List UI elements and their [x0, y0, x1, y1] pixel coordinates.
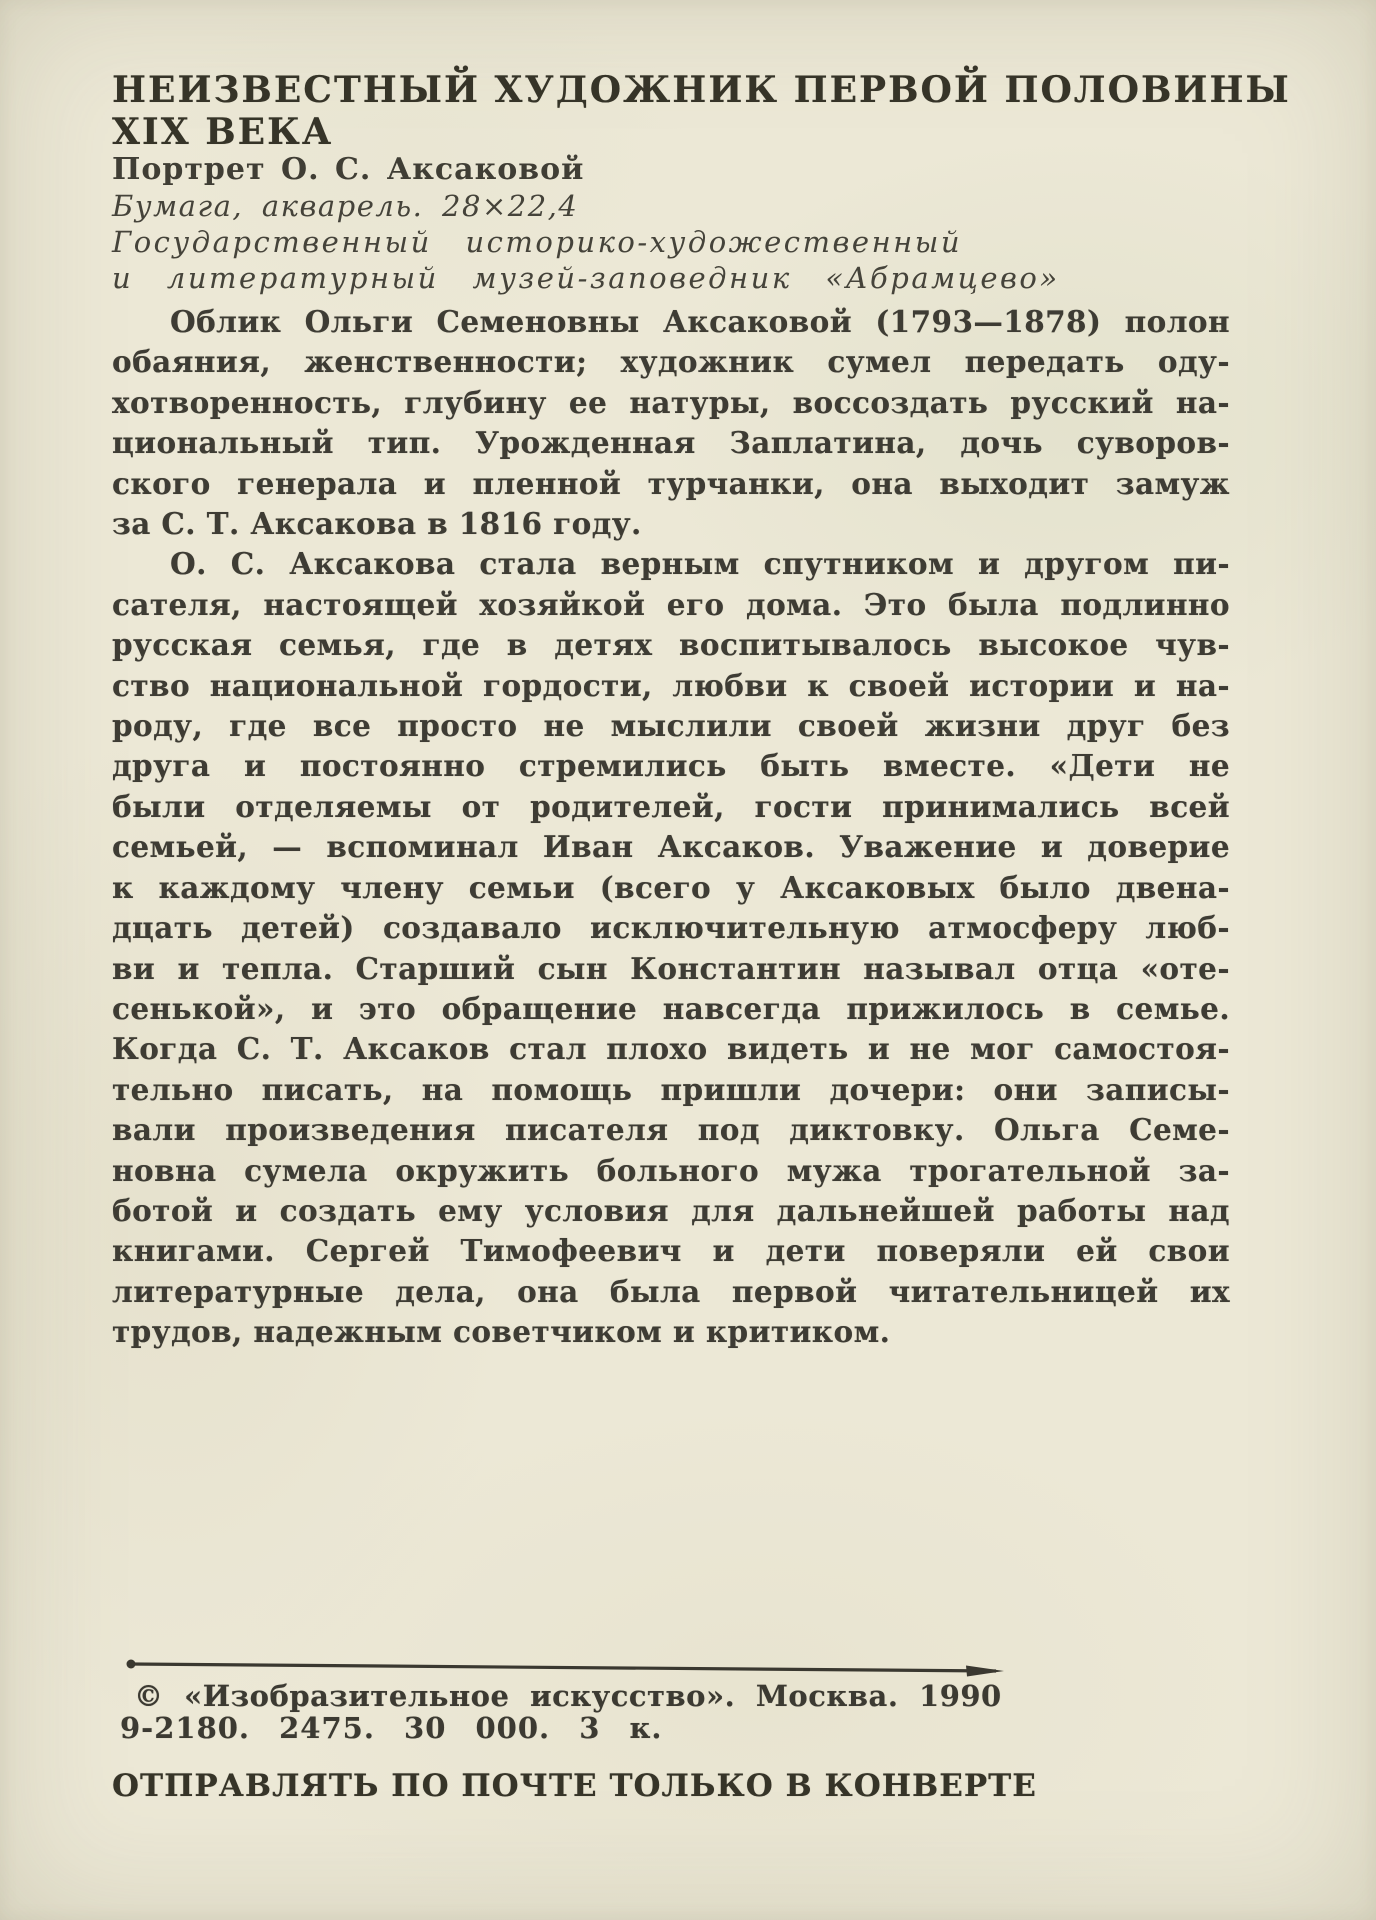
paragraph-line: ского генерала и пленной турчанки, она выходит замуж — [112, 465, 1230, 501]
paragraph-line: обаяния, женственности; художник сумел передать оду- — [112, 344, 1230, 380]
paragraph-line: О. С. Аксакова стала верным спутником и другом пи- — [170, 546, 1230, 582]
paragraph-line: ботой и создать ему условия для дальнейшей работы над — [112, 1192, 1230, 1228]
paragraph-line: вали произведения писателя под диктовку. Ольга Семе- — [112, 1112, 1230, 1148]
paragraph-line: дцать детей) создавало исключительную атмосферу люб- — [112, 910, 1230, 946]
paragraph-line: роду, где все просто не мыслили своей жизни друг без — [112, 708, 1230, 744]
paragraph-line: сателя, настоящей хозяйкой его дома. Это была подлинно — [112, 586, 1230, 622]
description-text — [112, 302, 1230, 1353]
artwork-medium: Бумага, акварель. 28×22,4 — [112, 189, 579, 223]
artist-title-line-1: НЕИЗВЕСТНЫЙ ХУДОЖНИК ПЕРВОЙ ПОЛОВИНЫ — [112, 69, 1291, 111]
museum-name-line-1: Государственный историко-художественный — [112, 225, 963, 259]
paragraph-line: циональный тип. Урожденная Заплатина, дочь суворов- — [112, 425, 1230, 461]
paragraph-line: Облик Ольги Семеновны Аксаковой (1793—1878) полон — [170, 304, 1230, 339]
paragraph-line: семьей, — вспоминал Иван Аксаков. Уважение и доверие — [112, 829, 1230, 865]
paragraph-line: ство национальной гордости, любви к своей истории и на- — [112, 667, 1230, 703]
divider-rule — [124, 1656, 1014, 1678]
paragraph-line: ви и тепла. Старший сын Константин называл отца «оте- — [112, 950, 1230, 986]
paragraph-line: друга и постоянно стремились быть вместе. «Дети не — [112, 748, 1230, 784]
paragraph-line: за С. Т. Аксакова в 1816 году. — [112, 506, 642, 542]
paragraph-line: Когда С. Т. Аксаков стал плохо видеть и не мог самостоя- — [112, 1031, 1230, 1067]
paragraph-line: русская семья, где в детях воспитывалось высокое чув- — [112, 627, 1230, 663]
artist-title-line-2: XIX ВЕКА — [112, 111, 334, 153]
paragraph-line: к каждому члену семьи (всего у Аксаковых было двена- — [112, 869, 1230, 905]
postal-notice: ОТПРАВЛЯТЬ ПО ПОЧТЕ ТОЛЬКО В КОНВЕРТЕ — [112, 1768, 1037, 1804]
museum-name-line-2: и литературный музей-заповедник «Абрамцево» — [112, 261, 1060, 295]
paragraph-line: сенькой», и это обращение навсегда прижилось в семье. — [112, 990, 1230, 1026]
paragraph-line: книгами. Сергей Тимофеевич и дети поверяли ей свои — [112, 1233, 1230, 1269]
paragraph-line: новна сумела окружить больного мужа трогательной за- — [112, 1152, 1230, 1188]
print-run-line: 9-2180. 2475. 30 000. 3 к. — [120, 1711, 663, 1745]
colophon-header — [112, 69, 1291, 296]
paragraph-line: трудов, надежным советчиком и критиком. — [112, 1314, 891, 1350]
artwork-title: Портрет О. С. Аксаковой — [112, 152, 585, 187]
copyright-line: © «Изобразительное искусство». Москва. 1990 — [134, 1679, 1002, 1713]
paragraph-line: были отделяемы от родителей, гости принимались всей — [112, 788, 1230, 824]
paragraph-line: хотворенность, глубину ее натуры, воссоздать русский на- — [112, 384, 1230, 420]
paragraph-line: тельно писать, на помощь пришли дочери: они записы- — [112, 1071, 1230, 1107]
paragraph-line: литературные дела, она была первой читательницей их — [112, 1273, 1230, 1309]
